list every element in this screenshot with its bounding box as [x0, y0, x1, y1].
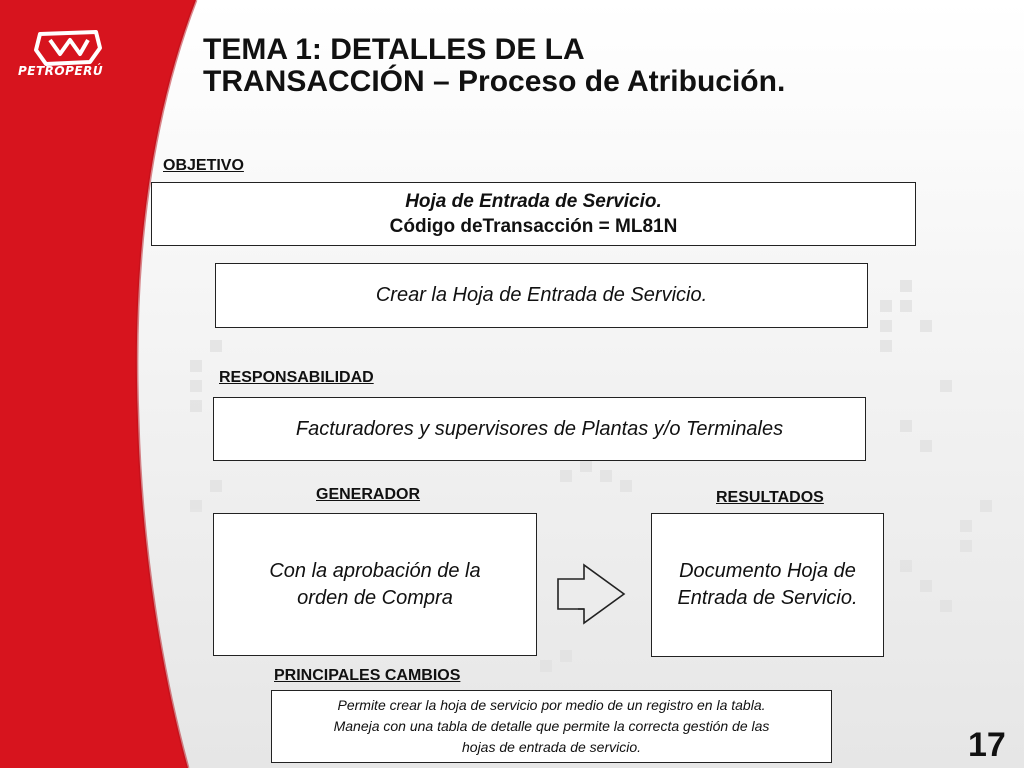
- page-title: [203, 34, 785, 98]
- objetivo-action-text: Crear la Hoja de Entrada de Servicio.: [375, 284, 708, 306]
- responsabilidad-text: Facturadores y supervisores de Plantas y/o Terminales: [295, 417, 784, 440]
- cambios-box: [271, 690, 832, 763]
- right-arrow-icon: [556, 563, 628, 625]
- resultados-line-2: Entrada de Servicio.: [677, 587, 858, 609]
- responsabilidad-box: [213, 397, 866, 461]
- objetivo-line-2: Código deTransacción = ML81N: [389, 216, 678, 237]
- page-number: 17: [968, 726, 1006, 764]
- logo-text: PETROPERÚ: [18, 64, 104, 78]
- objetivo-label: OBJETIVO: [163, 157, 244, 174]
- generador-line-1: Con la aprobación de la: [269, 559, 481, 582]
- objetivo-action-box: [215, 263, 868, 328]
- cambios-line-2: Maneja con una tabla de detalle que permite la correcta gestión de las: [333, 718, 770, 734]
- generador-box: [213, 513, 537, 656]
- cambios-line-1: Permite crear la hoja de servicio por medio de un registro en la tabla.: [337, 697, 766, 713]
- objetivo-line-1: Hoja de Entrada de Servicio.: [405, 191, 662, 212]
- resultados-label: RESULTADOS: [716, 489, 824, 506]
- title-line-1: TEMA 1: DETALLES DE LA: [203, 33, 585, 66]
- resultados-line-1: Documento Hoja de: [679, 560, 856, 582]
- cambios-line-3: hojas de entrada de servicio.: [462, 739, 641, 755]
- cambios-label: PRINCIPALES CAMBIOS: [274, 667, 461, 684]
- generador-line-2: orden de Compra: [297, 586, 453, 609]
- title-line-2: TRANSACCIÓN – Proceso de Atribución.: [203, 65, 786, 98]
- objetivo-box: [151, 182, 916, 246]
- responsabilidad-label: RESPONSABILIDAD: [219, 369, 374, 386]
- resultados-box: [651, 513, 884, 657]
- generador-label: GENERADOR: [316, 486, 421, 503]
